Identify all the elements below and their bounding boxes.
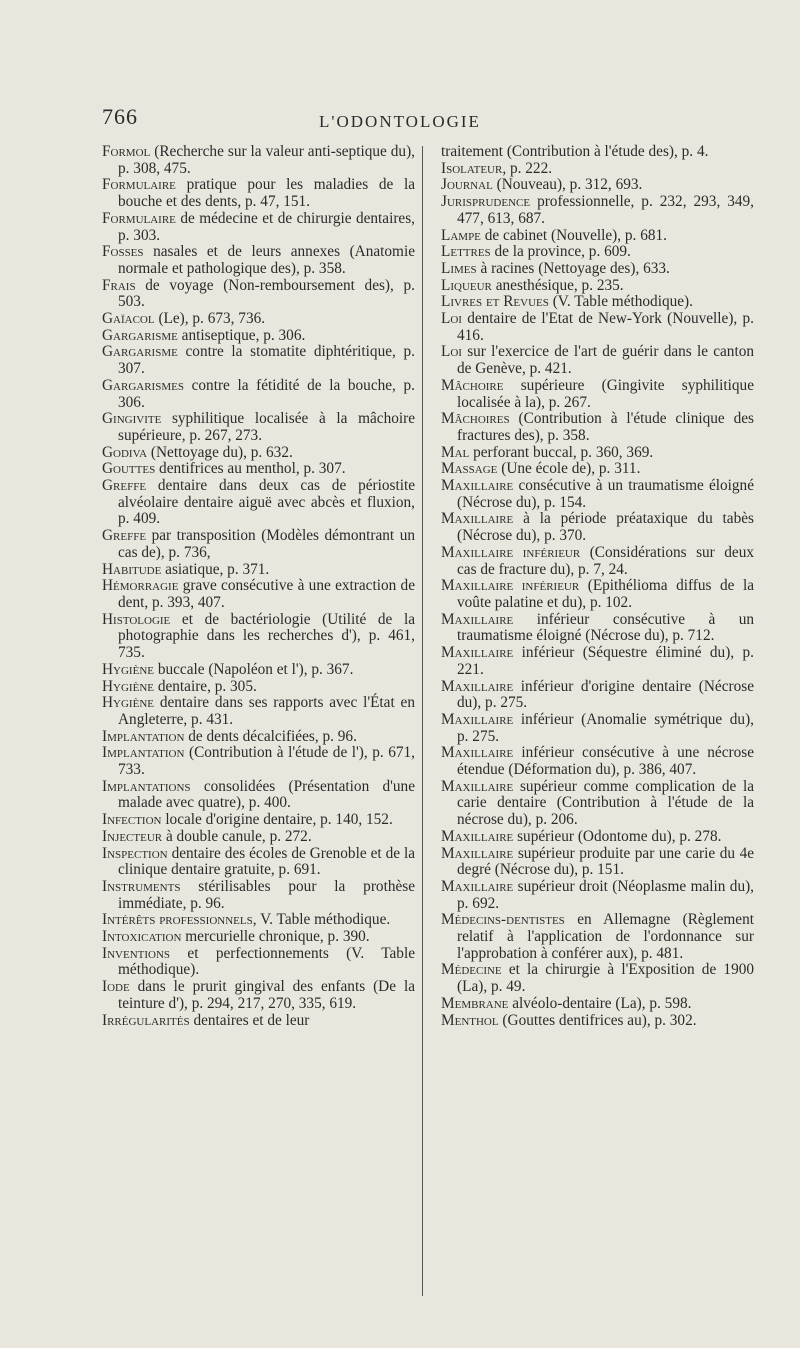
index-entry	[441, 228, 754, 245]
index-term: Godiva	[102, 443, 148, 461]
index-entry	[102, 278, 415, 311]
index-reference: à racines (Nettoyage des), 633.	[480, 259, 670, 277]
index-reference: (V. Table méthodique).	[552, 293, 693, 311]
index-reference: nasales et de leurs annexes (Anatomie normale et pathologique des), p. 358.	[118, 243, 415, 277]
index-term: Maxillaire	[441, 510, 514, 528]
index-entry	[441, 846, 754, 879]
index-term: Maxillaire inférieur	[441, 543, 581, 561]
index-reference: asiatique, p. 371.	[165, 560, 270, 578]
index-term: Jurisprudence	[441, 193, 531, 211]
index-term: Intérêts professionnels,	[102, 911, 257, 929]
index-entry	[441, 879, 754, 912]
index-reference: professionnelle, p. 232, 293, 349, 477, 613, 687.	[457, 193, 755, 227]
index-entry	[441, 478, 754, 511]
index-reference: (Recherche sur la valeur anti-septique du), p. 308, 475.	[118, 143, 416, 177]
index-term: Implantation	[102, 744, 185, 762]
index-term: Médecine	[441, 961, 502, 979]
index-term: Maxillaire	[441, 477, 514, 495]
index-term: Intoxication	[102, 928, 182, 946]
index-term: Livres et Revues	[441, 293, 549, 311]
index-entry	[441, 278, 754, 295]
index-reference: p. 222.	[509, 159, 553, 177]
index-entry	[441, 578, 754, 611]
index-entry	[441, 645, 754, 678]
running-title: L'ODONTOLOGIE	[319, 112, 481, 131]
index-entry	[102, 745, 415, 778]
index-entry	[102, 144, 415, 177]
index-reference: de cabinet (Nouvelle), p. 681.	[484, 226, 667, 244]
index-entry	[102, 679, 415, 696]
index-reference: de médecine et de chirurgie dentaires, p. 303.	[118, 209, 415, 244]
index-entry	[102, 445, 415, 462]
index-column-right	[441, 144, 754, 1029]
index-reference: (Le), p. 673, 736.	[158, 310, 266, 328]
index-term: Maxillaire	[441, 877, 514, 895]
index-reference: stérilisables pour la prothèse immédiate, p. 96.	[118, 877, 415, 912]
index-term: Gouttes	[102, 460, 156, 478]
index-entry	[441, 144, 754, 161]
index-term: Gargarisme	[102, 326, 178, 344]
index-term: Histologie	[102, 610, 171, 628]
index-entry	[441, 461, 754, 478]
index-entry	[102, 695, 415, 728]
index-term: Gaïacol	[102, 310, 155, 328]
index-reference: grave consécutive à une extraction de dent, p. 393, 407.	[118, 577, 415, 611]
index-entry	[441, 511, 754, 544]
index-term: Greffe	[102, 477, 147, 495]
index-entry	[102, 829, 415, 846]
index-term: Maxillaire	[441, 744, 514, 762]
index-reference: perforant buccal, p. 360, 369.	[473, 443, 654, 461]
index-term: Maxillaire	[441, 710, 514, 728]
index-term: Lettres	[441, 243, 491, 261]
index-term: Formol	[102, 143, 151, 160]
index-reference: (Considérations sur deux cas de fracture du), p. 7, 24.	[457, 543, 754, 578]
index-entry	[441, 1013, 754, 1030]
index-entry	[102, 244, 415, 277]
index-term: Menthol	[441, 1011, 499, 1029]
index-term: Gargarisme	[102, 343, 178, 361]
index-reference: et perfectionnements (V. Table méthodique).	[118, 944, 415, 979]
index-reference: dentaires et de leur	[193, 1011, 310, 1029]
index-entry	[441, 378, 754, 411]
column-divider	[422, 146, 423, 1296]
index-reference: en Allemagne (Règlement relatif à l'application de l'ordonnance sur l'approbation à conférer aux), p. 481.	[457, 911, 754, 962]
index-reference: traitement (Contribution à l'étude des), p. 4.	[441, 143, 709, 160]
index-reference: buccale (Napoléon et l'), p. 367.	[157, 660, 354, 678]
index-reference: (Epithélioma diffus de la voûte palatine et du), p. 102.	[457, 577, 754, 611]
index-term: Frais	[102, 276, 136, 294]
index-reference: consécutive à un traumatisme éloigné (Nécrose du), p. 154.	[457, 477, 754, 511]
index-reference: (Une école de), p. 311.	[501, 460, 641, 478]
index-reference: inférieur consécutive à une nécrose étendue (Déformation du), p. 386, 407.	[457, 744, 755, 779]
index-entry	[102, 946, 415, 979]
index-term: Implantations	[102, 777, 191, 795]
index-entry	[102, 729, 415, 746]
index-reference: inférieur d'origine dentaire (Nécrose du), p. 275.	[457, 677, 754, 712]
index-reference: syphilitique localisée à la mâchoire supérieure, p. 267, 273.	[118, 410, 415, 444]
index-term: Maxillaire	[441, 677, 514, 695]
index-reference: supérieur (Odontome du), p. 278.	[517, 827, 722, 845]
index-term: Hygiène	[102, 677, 154, 695]
index-entry	[102, 662, 415, 679]
index-term: Greffe	[102, 527, 147, 545]
index-reference: (Contribution à l'étude clinique des fractures des), p. 358.	[457, 410, 754, 444]
index-entry	[441, 445, 754, 462]
index-reference: inférieur (Séquestre éliminé du), p. 221.	[457, 644, 754, 678]
index-term: Maxillaire inférieur	[441, 577, 580, 595]
index-term: Loi	[441, 310, 462, 328]
index-term: Limes	[441, 259, 477, 277]
index-reference: de dents décalcifiées, p. 96.	[188, 727, 357, 745]
index-reference: supérieur comme complication de la carie dentaire (Contribution à l'étude de la nécrose du), p. 206.	[457, 777, 755, 829]
index-entry	[102, 912, 415, 929]
index-reference: dans le prurit gingival des enfants (De la teinture d'), p. 294, 217, 270, 335, 619.	[118, 978, 416, 1012]
index-term: Journal	[441, 176, 493, 194]
index-reference: alvéolo-dentaire (La), p. 598.	[512, 994, 692, 1012]
index-term: Mâchoire	[441, 376, 504, 394]
index-term: Liqueur	[441, 276, 492, 294]
index-entry	[441, 712, 754, 745]
index-entry	[102, 311, 415, 328]
index-term: Formulaire	[102, 176, 176, 194]
index-entry	[441, 996, 754, 1013]
index-entry	[441, 344, 754, 377]
index-term: Mâchoires	[441, 410, 510, 428]
index-reference: dentifrices au menthol, p. 307.	[159, 460, 346, 478]
index-term: Membrane	[441, 994, 509, 1012]
index-term: Maxillaire	[441, 777, 514, 795]
index-term: Isolateur,	[441, 159, 507, 177]
index-reference: dentaire dans ses rapports avec l'État en Angleterre, p. 431.	[118, 694, 415, 728]
index-entry	[102, 578, 415, 611]
index-term: Inspection	[102, 844, 168, 862]
index-entry	[441, 779, 754, 829]
index-entry	[441, 294, 754, 311]
index-reference: contre la stomatite diphtéritique, p. 307.	[118, 343, 415, 378]
index-entry	[102, 461, 415, 478]
index-reference: pratique pour les maladies de la bouche et des dents, p. 47, 151.	[118, 176, 415, 211]
index-entry	[441, 161, 754, 178]
index-entry	[102, 779, 415, 812]
index-entry	[102, 211, 415, 244]
index-entry	[102, 177, 415, 210]
index-reference: V. Table méthodique.	[260, 911, 391, 929]
index-column-left	[102, 144, 415, 1029]
index-entry	[441, 745, 754, 778]
index-entry	[441, 311, 754, 344]
index-reference: antiseptique, p. 306.	[181, 326, 306, 344]
index-entry	[441, 411, 754, 444]
index-reference: dentaire dans deux cas de périostite alvéolaire dentaire aiguë avec abcès et fluxion, p. 409.	[118, 477, 415, 528]
index-entry	[441, 261, 754, 278]
index-entry	[441, 829, 754, 846]
index-term: Hémorragie	[102, 577, 179, 595]
index-term: Maxillaire	[441, 644, 514, 662]
index-term: Lampe	[441, 226, 481, 244]
index-reference: locale d'origine dentaire, p. 140, 152.	[165, 811, 393, 829]
index-reference: sur l'exercice de l'art de guérir dans le canton de Genève, p. 421.	[457, 343, 754, 378]
index-reference: par transposition (Modèles démontrant un cas de), p. 736,	[118, 527, 415, 561]
index-reference: (Contribution à l'étude de l'), p. 671, 733.	[118, 744, 415, 779]
index-term: Infection	[102, 811, 162, 829]
index-reference: inférieur consécutive à un traumatisme éloigné (Nécrose du), p. 712.	[457, 610, 755, 645]
index-term: Implantation	[102, 727, 185, 745]
index-term: Médecins-dentistes	[441, 911, 565, 929]
index-entry	[441, 612, 754, 645]
index-reference: et la chirurgie à l'Exposition de 1900 (La), p. 49.	[457, 961, 755, 996]
index-reference: (Nouveau), p. 312, 693.	[496, 176, 643, 194]
index-term: Habitude	[102, 560, 162, 578]
index-entry	[102, 612, 415, 662]
index-entry	[102, 562, 415, 579]
index-reference: (Gouttes dentifrices au), p. 302.	[502, 1011, 697, 1029]
index-term: Mal	[441, 443, 470, 461]
index-entry	[102, 929, 415, 946]
index-term: Loi	[441, 343, 462, 361]
index-entry	[102, 1013, 415, 1030]
index-entry	[102, 478, 415, 528]
index-term: Gingivite	[102, 410, 162, 428]
index-reference: de voyage (Non-remboursement des), p. 503.	[118, 276, 415, 311]
index-term: Injecteur	[102, 827, 163, 845]
index-term: Massage	[441, 460, 498, 478]
index-reference: et de bactériologie (Utilité de la photographie dans les recherches d'), p. 461, 735.	[118, 610, 415, 662]
index-term: Irrégularités	[102, 1011, 190, 1029]
index-entry	[441, 177, 754, 194]
index-reference: supérieure (Gingivite syphilitique localisée à la), p. 267.	[457, 376, 754, 411]
index-entry	[102, 846, 415, 879]
index-reference: (Nettoyage du), p. 632.	[150, 443, 293, 461]
index-entry	[102, 344, 415, 377]
index-reference: supérieur produite par une carie du 4e degré (Nécrose du), p. 151.	[457, 844, 755, 879]
index-term: Maxillaire	[441, 610, 514, 628]
index-entry	[441, 244, 754, 261]
index-term: Hygiène	[102, 660, 154, 678]
index-entry	[441, 679, 754, 712]
index-entry	[441, 962, 754, 995]
index-entry	[102, 879, 415, 912]
index-reference: dentaire de l'Etat de New-York (Nouvelle), p. 416.	[457, 310, 754, 344]
index-entry	[102, 979, 415, 1012]
index-entry	[102, 378, 415, 411]
index-term: Gargarismes	[102, 376, 184, 394]
index-reference: anesthésique, p. 235.	[495, 276, 624, 294]
index-reference: supérieur droit (Néoplasme malin du), p. 692.	[457, 877, 755, 912]
index-reference: consolidées (Présentation d'une malade avec quatre), p. 400.	[118, 777, 415, 812]
index-term: Iode	[102, 978, 130, 996]
index-entry	[441, 912, 754, 962]
index-entry	[441, 545, 754, 578]
page-number: 766	[102, 104, 138, 129]
index-reference: mercurielle chronique, p. 390.	[185, 928, 370, 946]
index-reference: à la période préataxique du tabès (Nécrose du), p. 370.	[457, 510, 754, 545]
index-reference: inférieur (Anomalie symétrique du), p. 275.	[457, 710, 754, 745]
index-entry	[102, 411, 415, 444]
index-term: Maxillaire	[441, 844, 514, 862]
index-term: Hygiène	[102, 694, 154, 712]
index-reference: dentaire, p. 305.	[157, 677, 257, 695]
index-reference: dentaire des écoles de Grenoble et de la clinique dentaire gratuite, p. 691.	[118, 844, 416, 879]
index-term: Fosses	[102, 243, 144, 261]
index-reference: de la province, p. 609.	[494, 243, 631, 261]
index-entry	[102, 528, 415, 561]
index-term: Instruments	[102, 877, 181, 895]
index-reference: à double canule, p. 272.	[165, 827, 312, 845]
index-entry	[102, 328, 415, 345]
index-term: Maxillaire	[441, 827, 514, 845]
index-term: Inventions	[102, 944, 171, 962]
index-entry	[441, 194, 754, 227]
index-entry	[102, 812, 415, 829]
index-reference: contre la fétidité de la bouche, p. 306.	[118, 376, 415, 411]
index-term: Formulaire	[102, 209, 176, 227]
